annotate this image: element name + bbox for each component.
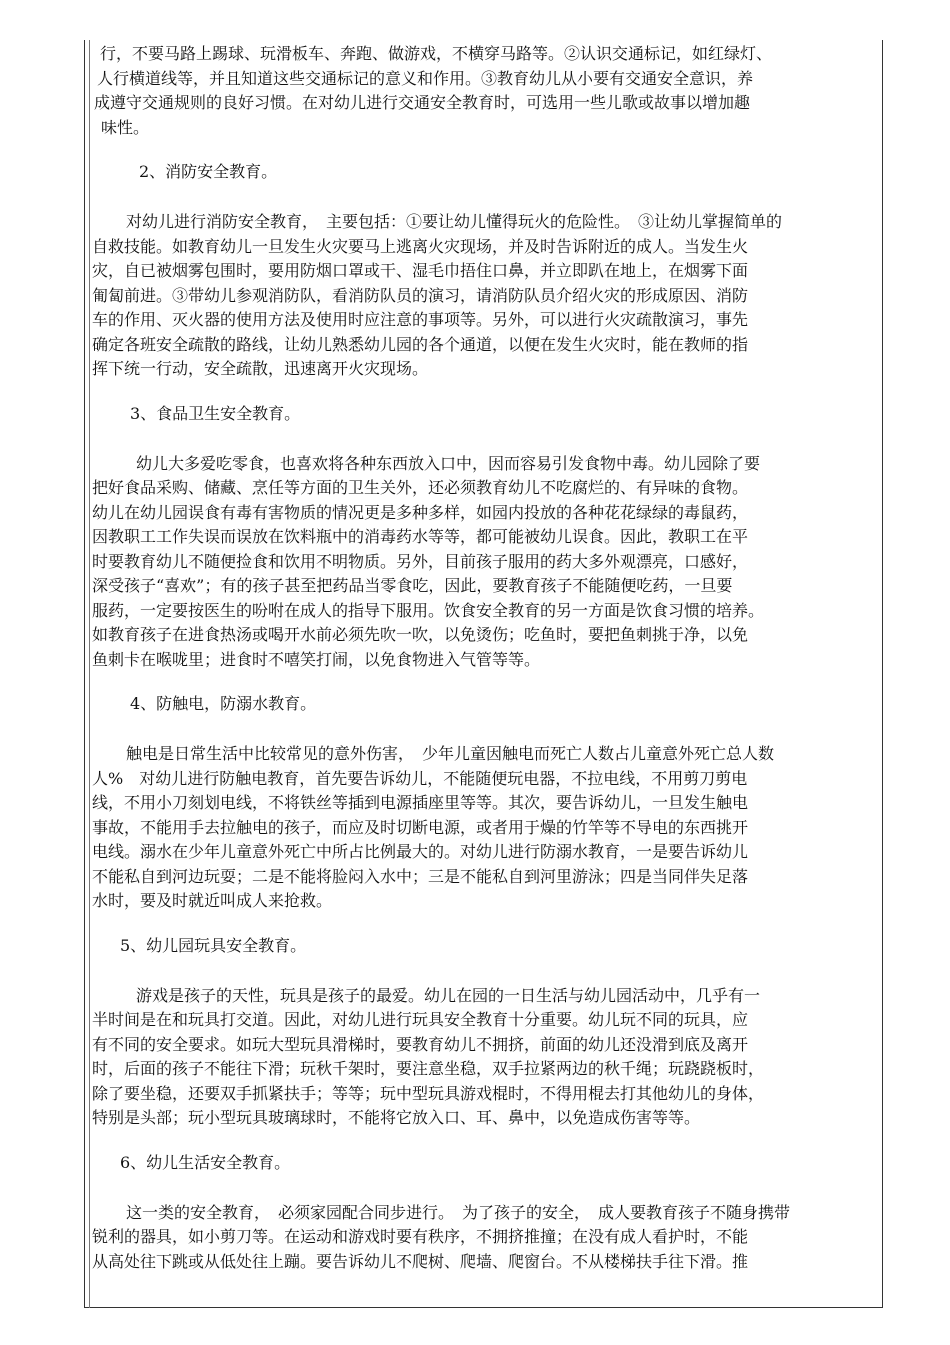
paragraph-line: 特别是头部；玩小型玩具玻璃球时，不能将它放入口、耳、鼻中，以免造成伤害等等。 bbox=[92, 1108, 701, 1127]
section bbox=[92, 42, 877, 140]
paragraph-line: 时要教育幼儿不随便捡食和饮用不明物质。另外，目前孩子服用的药大多外观漂亮，口感好， bbox=[92, 551, 749, 571]
paragraph-line: 有不同的安全要求。如玩大型玩具滑梯时，要教育幼儿不拥挤，前面的幼儿还没滑到底及离开 bbox=[92, 1034, 749, 1054]
paragraph-line: 幼儿大多爱吃零食，也喜欢将各种东西放入口中，因而容易引发食物中毒。幼儿园除了要 bbox=[136, 453, 761, 473]
paragraph-line: 人% 对幼儿进行防触电教育，首先要告诉幼儿，不能随便玩电器，不拉电线，不用剪刀剪电 bbox=[92, 768, 748, 788]
document-body bbox=[92, 40, 877, 1274]
paragraph-line: 把好食品采购、储藏、烹任等方面的卫生关外，还必须教育幼儿不吃腐烂的、有异味的食物。 bbox=[92, 478, 749, 497]
paragraph-line: 线，不用小刀刻划电线，不将铁丝等插到电源插座里等等。其次，要告诉幼儿，一旦发生触电 bbox=[92, 793, 749, 812]
paragraph-line: 确定各班安全疏散的路线，让幼儿熟悉幼儿园的各个通道，以便在发生火灾时，能在教师的指 bbox=[92, 334, 749, 354]
paragraph-line: 除了要坐稳，还要双手抓紧扶手；等等；玩中型玩具游戏棍时，不得用棍去打其他幼儿的身体， bbox=[92, 1083, 765, 1103]
paragraph-line: 水时，要及时就近叫成人来抢救。 bbox=[92, 891, 333, 910]
section-heading: 3、食品卫生安全教育。 bbox=[130, 403, 301, 423]
paragraph-line: 游戏是孩子的天性，玩具是孩子的最爱。幼儿在园的一日生活与幼儿园活动中，几乎有一 bbox=[136, 985, 761, 1005]
paragraph-line: 不能私自到河边玩耍；二是不能将脸闷入水中；三是不能私自到河里游泳；四是当同伴失足落 bbox=[92, 866, 749, 886]
paragraph-line: 深受孩子“喜欢”；有的孩子甚至把药品当零食吃，因此，要教育孩子不能随便吃药，一旦要 bbox=[92, 576, 733, 595]
paragraph-line: 自救技能。如教育幼儿一旦发生火灾要马上逃离火灾现场，并及时告诉附近的成人。当发生火 bbox=[92, 236, 749, 256]
paragraph-line: 鱼刺卡在喉咙里；进食时不嘻笑打闹，以免食物进入气管等等。 bbox=[92, 649, 541, 669]
paragraph-line: 锐利的器具，如小剪刀等。在运动和游戏时要有秩序，不拥挤推撞；在没有成人看护时，不能 bbox=[92, 1227, 749, 1246]
section bbox=[92, 672, 877, 914]
section bbox=[92, 1131, 877, 1275]
section bbox=[92, 914, 877, 1131]
paragraph-line: 从高处往下跳或从低处往上蹦。要告诉幼儿不爬树、爬墙、爬窗台。不从楼梯扶手往下滑。推 bbox=[92, 1251, 749, 1271]
paragraph-line: 对幼儿进行消防安全教育， 主要包括：①要让幼儿懂得玩火的危险性。 ③让幼儿掌握简单的 bbox=[126, 212, 783, 231]
paragraph-line: 成遵守交通规则的良好习惯。在对幼儿进行交通安全教育时，可选用一些儿歌或故事以增加趣 bbox=[94, 93, 751, 112]
paragraph-line: 人行横道线等，并且知道这些交通标记的意义和作用。③教育幼儿从小要有交通安全意识，养 bbox=[97, 68, 754, 88]
inner-rule bbox=[89, 40, 90, 1308]
section-heading: 4、防触电，防溺水教育。 bbox=[130, 694, 317, 713]
paragraph-line: 事故，不能用手去拉触电的孩子，而应及时切断电源，或者用于燥的竹竿等不导电的东西挑开 bbox=[92, 817, 749, 837]
section-heading: 6、幼儿生活安全教育。 bbox=[120, 1152, 291, 1172]
section-heading: 5、幼儿园玩具安全教育。 bbox=[120, 935, 307, 955]
paragraph-line: 幼儿在幼儿园误食有毒有害物质的情况更是多种多样，如园内投放的各种花花绿绿的毒鼠药， bbox=[92, 502, 749, 522]
paragraph-line: 服药，一定要按医生的吩咐在成人的指导下服用。饮食安全教育的另一方面是饮食习惯的培养。 bbox=[92, 600, 765, 620]
paragraph-line: 行，不要马路上踢球、玩滑板车、奔跑、做游戏，不横穿马路等。②认识交通标记，如红绿灯、 bbox=[100, 44, 773, 63]
paragraph-line: 这一类的安全教育， 必须家园配合同步进行。 为了孩子的安全， 成人要教育孩子不随身携带 bbox=[126, 1202, 791, 1222]
paragraph-line: 时，后面的孩子不能往下滑；玩秋千架时，要注意坐稳，双手拉紧两边的秋千绳；玩跷跷板时， bbox=[92, 1059, 765, 1078]
paragraph-line: 车的作用、灭火器的使用方法及使用时应注意的事项等。另外，可以进行火灾疏散演习，事先 bbox=[92, 310, 749, 329]
paragraph-line: 触电是日常生活中比较常见的意外伤害， 少年儿童因触电而死亡人数占儿童意外死亡总人数 bbox=[126, 744, 775, 763]
paragraph-line: 挥下统一行动，安全疏散，迅速离开火灾现场。 bbox=[92, 359, 429, 378]
paragraph-line: 匍匐前进。③带幼儿参观消防队，看消防队员的演习，请消防队员介绍火灾的形成原因、消防 bbox=[92, 285, 749, 305]
paragraph-line: 因教职工工作失误而误放在饮料瓶中的消毒药水等等，都可能被幼儿误食。因此，教职工在平 bbox=[92, 527, 749, 546]
paragraph-line: 半时间是在和玩具打交道。因此，对幼儿进行玩具安全教育十分重要。幼儿玩不同的玩具，应 bbox=[92, 1010, 749, 1029]
section bbox=[92, 140, 877, 382]
paragraph-line: 味性。 bbox=[101, 117, 150, 137]
section bbox=[92, 382, 877, 673]
paragraph-line: 电线。溺水在少年儿童意外死亡中所占比例最大的。对幼儿进行防溺水教育，一是要告诉幼儿 bbox=[92, 842, 749, 861]
paragraph-line: 如教育孩子在进食热汤或喝开水前必须先吹一吹，以免烫伤；吃鱼时，要把鱼刺挑于净，以免 bbox=[92, 625, 749, 644]
paragraph-line: 灾，自已被烟雾包围时，要用防烟口罩或干、湿毛巾捂住口鼻，并立即趴在地上，在烟雾下面 bbox=[92, 261, 749, 280]
section-heading: 2、消防安全教育。 bbox=[139, 162, 278, 181]
